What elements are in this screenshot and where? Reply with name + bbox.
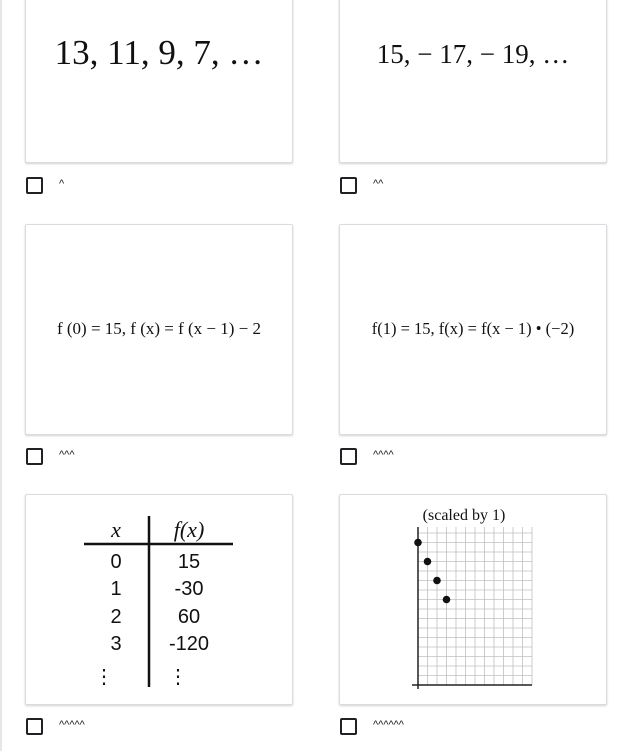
choice-label-3: ^^^ <box>59 448 75 461</box>
table-ellipsis: ⋮ <box>94 666 114 688</box>
choice-label-5: ^^^^^ <box>59 718 85 731</box>
graph-point <box>443 596 451 604</box>
option-card-5 <box>25 494 293 705</box>
table-cell: -120 <box>168 633 210 655</box>
choice-5[interactable] <box>26 718 85 735</box>
graph-point <box>424 558 432 566</box>
table-cell: 1 <box>110 578 122 600</box>
choice-6[interactable] <box>340 718 404 735</box>
checkbox-5[interactable] <box>26 718 43 735</box>
table-cell: 15 <box>177 551 201 573</box>
table-cell: 60 <box>177 606 201 628</box>
checkbox-2[interactable] <box>340 177 357 194</box>
graph-grid <box>418 527 532 685</box>
graph-point <box>414 539 422 547</box>
table-cell: 2 <box>110 606 122 628</box>
checkbox-6[interactable] <box>340 718 357 735</box>
option-card-6 <box>339 494 607 705</box>
option-card-3 <box>25 224 293 435</box>
option-card-4 <box>339 224 607 435</box>
table-ellipsis: ⋮ <box>168 666 188 688</box>
graph-title: (scaled by 1) <box>422 507 506 524</box>
checkbox-3[interactable] <box>26 448 43 465</box>
sequence-text: 13, 11, 9, 7, … <box>54 33 264 72</box>
sequence-text: 15, − 17, − 19, … <box>376 39 570 69</box>
table-cell: 3 <box>110 633 122 655</box>
choice-4[interactable] <box>340 448 394 465</box>
page-left-rule <box>0 0 2 751</box>
table-cell: 0 <box>110 551 122 573</box>
table-header-fx: f(x) <box>173 517 205 542</box>
checkbox-4[interactable] <box>340 448 357 465</box>
table-header-x: x <box>111 517 121 542</box>
recursive-formula: f(1) = 15, f(x) = f(x − 1) • (−2) <box>371 319 575 338</box>
choice-2[interactable] <box>340 177 383 194</box>
table-cell: -30 <box>174 578 204 600</box>
choice-1[interactable] <box>26 177 64 194</box>
choice-3[interactable] <box>26 448 75 465</box>
choice-label-4: ^^^^ <box>373 448 394 461</box>
choice-label-6: ^^^^^^ <box>373 718 404 731</box>
choice-label-1: ^ <box>59 177 65 190</box>
graph-point <box>433 577 441 585</box>
scatter-graph <box>340 495 606 704</box>
option-card-1 <box>25 0 293 163</box>
recursive-formula: f (0) = 15, f (x) = f (x − 1) − 2 <box>56 319 262 338</box>
value-table <box>26 495 292 704</box>
checkbox-1[interactable] <box>26 177 43 194</box>
option-card-2 <box>339 0 607 163</box>
choice-label-2: ^^ <box>373 177 384 190</box>
